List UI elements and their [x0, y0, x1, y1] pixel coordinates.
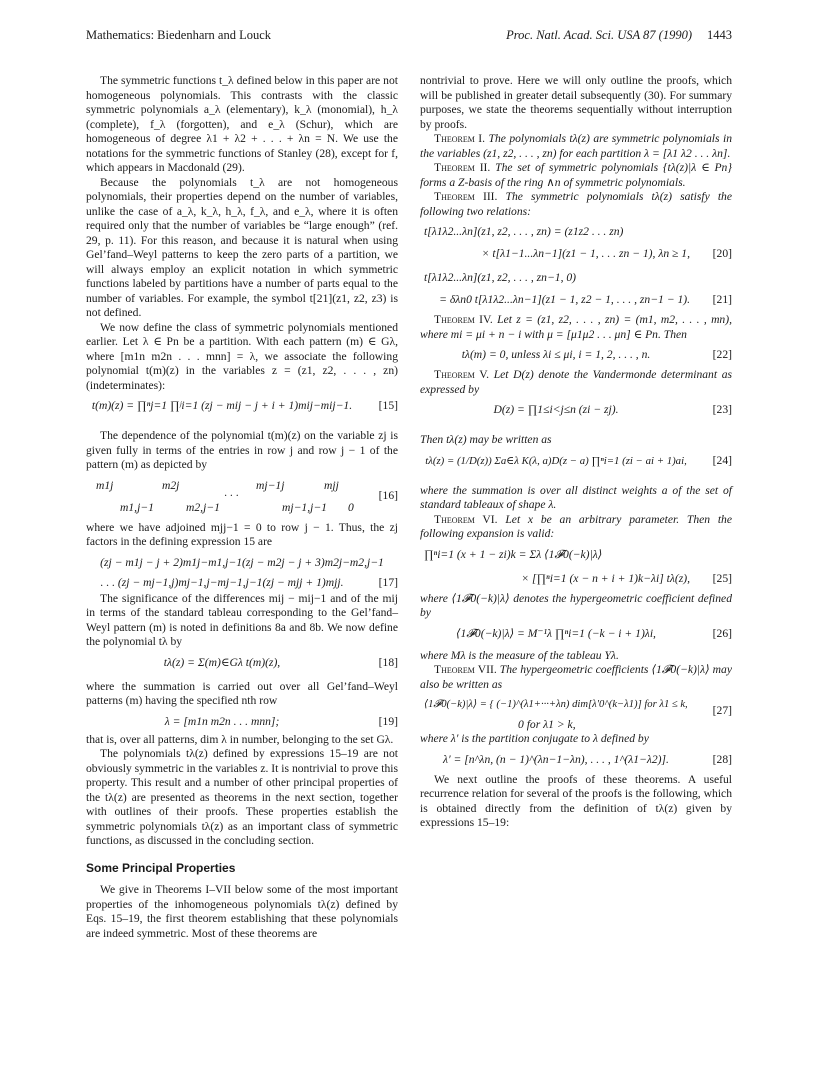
equation-18 [86, 650, 398, 680]
pattern-diagram [86, 473, 398, 521]
pattern-entry: mjj [324, 478, 339, 492]
equation-body: tλ(z) = Σ(m)∈Gλ t(m)(z), [163, 655, 281, 669]
equation-number: [21] [712, 293, 732, 306]
theorem-statement: The set of symmetric polynomials {tλ(z)|λ ∈ Pn} forms a Z-basis of the ring ∧n of symmetric polynomials. [420, 161, 732, 189]
equation-number: [16] [378, 488, 398, 502]
equation-number: [17] [378, 575, 398, 589]
paragraph: nontrivial to prove. Here we will only outline the proofs, which will be published in greater detail subsequently (30). For summary purposes, we state the theorems sequentially without interruption by proofs. [420, 74, 732, 131]
theorem-statement: Let D(z) denote the Vandermonde determinant as expressed by [420, 368, 733, 396]
equation-body: (zj − m1j − j + 2)m1j−m1,j−1(zj − m2j − j + 3)m2j−m2,j−1 [100, 555, 384, 569]
theorem-label: Theorem VI. [434, 512, 498, 526]
paragraph: where Mλ is the measure of the tableau Yλ. [420, 648, 619, 662]
equation-number: [18] [378, 655, 398, 669]
left-column [86, 74, 398, 941]
theorem-3 [420, 190, 732, 219]
equation-body: ∏ⁿi=1 (x + 1 − zi)k = Σλ ⟨1𝓕0(−k)|λ⟩ [424, 547, 603, 561]
theorem-label: Theorem I. [434, 132, 486, 145]
pattern-entry: m2j [162, 478, 180, 492]
pattern-entry: m1j [96, 478, 114, 492]
equation-body: t(m)(z) = ∏ⁿj=1 ∏ʲi=1 (zj − mij − j + i + 1)mij−mij−1. [91, 399, 353, 412]
section-heading: Some Principal Properties [86, 860, 236, 875]
equation-27b [420, 712, 732, 732]
theorem-statement: Let z = (z1, z2, . . . , zn) = (m1, m2, . . . , mn), where mi = μi + n − i with μ = [μ1μ2 . . . μn] ∈ Pn. Then [420, 313, 732, 341]
equation-body: tλ(z) = (1/D(z)) Σa∈λ K(λ, a)D(z − a) ∏ⁿi=1 (zi − ai + 1)ai, [425, 454, 687, 467]
theorem-statement: Let x be an arbitrary parameter. Then the following expansion is valid: [420, 512, 732, 540]
equation-body: . . . (zj − mj−1,j)mj−1,j−mj−1,j−1(zj − mjj + 1)mjj. [100, 575, 344, 589]
equation-17a [86, 550, 398, 570]
equation-15 [86, 393, 398, 429]
theorem-7 [420, 663, 732, 692]
equation-body: ⟨1𝓕0(−k)|λ⟩ = M⁻¹λ ∏ⁿi=1 (−k − i + 1)λi, [456, 626, 656, 640]
equation-body: × t[λ1−1...λn−1](z1 − 1, . . . zn − 1), λn ≥ 1, [481, 247, 690, 260]
theorem-5 [420, 368, 732, 397]
paragraph: We now define the class of symmetric polynomials mentioned earlier. Let λ ∈ Pn be a partition. With each pattern (m) ∈ Gλ, where [m1n m2n . . . mnn] = λ, we associate the following polynomial t(m)(z) in the variables z = (z1, z2, . . . , zn) (indeterminates): [86, 320, 398, 392]
paragraph: Then tλ(z) may be written as [420, 433, 552, 446]
equation-25b [420, 566, 732, 592]
page-number: 1443 [707, 28, 732, 42]
equation-number: [20] [712, 247, 732, 260]
pattern-entry: m1,j−1 [120, 500, 154, 514]
paragraph: The polynomials tλ(z) defined by expressions 15–19 are not obviously symmetric in the variables z. It is nontrivial to prove this property. This result and a number of other principal properties of the tλ(z) are presented as theorems in the next section, together with outlines of their proofs. These properties establish the symmetric polynomials tλ(z) as an important class of symmetric functions, as discussed in the concluding section. [86, 747, 398, 847]
pattern-entry: mj−1,j−1 [282, 500, 327, 514]
equation-body: λ = [m1n m2n . . . mnn]; [164, 714, 280, 728]
equation-number: [24] [712, 453, 732, 467]
theorem-4 [420, 313, 732, 342]
equation-21a [420, 265, 732, 287]
equation-body: D(z) = ∏1≤i<j≤n (zi − zj). [493, 403, 619, 416]
equation-28 [420, 747, 732, 773]
theorem-6 [420, 513, 732, 542]
equation-body: × [∏ⁿi=1 (x − n + i + 1)k−λi] tλ(z), [521, 571, 690, 585]
paragraph: where we have adjoined mjj−1 = 0 to row j − 1. Thus, the zj factors in the defining expression 15 are [86, 520, 398, 548]
equation-19 [86, 709, 398, 733]
equation-number: [22] [712, 348, 732, 361]
theorem-label: Theorem IV. [434, 313, 493, 326]
equation-25a [420, 542, 732, 566]
paragraph: that is, over all patterns, dim λ in number, belonging to the set Gλ. [86, 732, 394, 746]
paragraph: where the summation is carried out over all Gel’fand–Weyl patterns (m) having the specified nth row [86, 679, 398, 707]
running-header [86, 28, 732, 48]
equation-body: 0 for λ1 > k, [518, 718, 576, 731]
theorem-label: Theorem III. [434, 190, 498, 203]
equation-22 [420, 342, 732, 368]
theorem-label: Theorem VII. [434, 663, 497, 676]
equation-20a [420, 219, 732, 241]
equation-17b [86, 570, 398, 592]
paragraph: We give in Theorems I–VII below some of the most important properties of the inhomogeneous polynomials tλ(z) defined by Eqs. 15–19, the first theorem establishing that these polynomials are indeed symmetric. Most of these theorems are [86, 883, 398, 940]
equation-body: = δλn0 t[λ1λ2...λn−1](z1 − 1, z2 − 1, . . . , zn−1 − 1). [439, 293, 690, 306]
paragraph: The symmetric functions t_λ defined below in this paper are not homogeneous polynomials. This contrasts with the classic symmetric polynomials a_λ (elementary), k_λ (monomial), h_λ (complete), f_λ (forgotten), and e_λ (Schur), which are homogeneous of degree λ1 + λ2 + . . . + λn = N. We use the notations for the symmetric functions of Stanley (28), except for f, which appears in Macdonald (29). [86, 74, 398, 174]
equation-23 [420, 397, 732, 433]
equation-number: [28] [712, 752, 732, 766]
theorem-label: Theorem V. [434, 368, 490, 381]
equation-number: [19] [378, 714, 398, 728]
paragraph: The significance of the differences mij − mij−1 and of the mij in terms of the standard tableau corresponding to the Gel’fand–Weyl pattern (m) is noted in definitions 8a and 8b. We now define the polynomial tλ by [86, 591, 398, 648]
equation-body: λ′ = [n^λn, (n − 1)^(λn−1−λn), . . . , 1^(λ1−λ2)]. [443, 752, 669, 766]
pattern-entry: mj−1j [256, 478, 285, 492]
paragraph: The dependence of the polynomial t(m)(z) on the variable zj is given fully in terms of the entries in row j and row j − 1 of the pattern (m) as depicted by [86, 429, 398, 471]
equation-number: [27] [712, 704, 732, 717]
pattern-entry: 0 [348, 500, 354, 514]
equation-number: [25] [712, 571, 732, 585]
equation-number: [23] [712, 403, 732, 416]
equation-20b [420, 241, 732, 265]
theorem-2 [420, 161, 732, 190]
equation-27a [420, 692, 732, 717]
equation-number: [15] [378, 399, 398, 412]
paragraph: We next outline the proofs of these theorems. A useful recurrence relation for several of the proofs is the following, which is obtained directly from the definition of tλ(z) given by expressions 15–19: [420, 772, 732, 829]
theorem-statement: The hypergeometric coefficients ⟨1𝓕0(−k)|λ⟩ may also be written as [420, 663, 732, 691]
paragraph: where λ′ is the partition conjugate to λ defined by [420, 732, 649, 745]
equation-24 [420, 448, 732, 484]
paragraph: where ⟨1𝓕0(−k)|λ⟩ denotes the hypergeometric coefficient defined by [420, 591, 732, 619]
equation-body: t[λ1λ2...λn](z1, z2, . . . , zn) = (z1z2 . . . zn) [424, 225, 624, 238]
theorem-1 [420, 132, 732, 161]
theorem-statement: The symmetric polynomials tλ(z) satisfy the following two relations: [420, 190, 732, 218]
theorem-statement: The polynomials tλ(z) are symmetric polynomials in the variables (z1, z2, . . . , zn) for each partition λ = [λ1 λ2 . . . λn]. [420, 132, 732, 160]
pattern-ellipsis: · · · [224, 488, 239, 502]
equation-number: [26] [712, 626, 732, 640]
equation-body: ⟨1𝓕0(−k)|λ⟩ = { (−1)^(λ1+···+λn) dim[λ′0^(k−λ1)] for λ1 ≤ k, [424, 699, 688, 710]
paragraph: Because the polynomials t_λ are not homogeneous polynomials, their properties depend on the number of variables, unlike the case of a_λ, k_λ, h_λ, f_λ, and e_λ, where it is often required only that the number of variables be “large enough” (ref. 29, p. 11). For this reason, and because it is natural when using Gel’fand–Weyl patterns to keep the zero parts of a partition, we will always employ an explicit notation in which symmetric functions labeled by partitions have a number of parts equal to the number of variables. For example, the symbol t[21](z1, z2, z3) is not defined. [86, 175, 398, 319]
equation-26 [420, 621, 732, 649]
equation-body: t[λ1λ2...λn](z1, z2, . . . , zn−1, 0) [424, 271, 577, 284]
right-column [420, 74, 732, 831]
journal-citation: Proc. Natl. Acad. Sci. USA 87 (1990) [506, 28, 692, 42]
paragraph: where the summation is over all distinct weights a of the set of standard tableaux of shape λ. [420, 483, 732, 511]
header-left: Mathematics: Biedenharn and Louck [86, 28, 272, 42]
equation-21b [420, 287, 732, 313]
pattern-entry: m2,j−1 [186, 500, 220, 514]
theorem-label: Theorem II. [434, 161, 491, 174]
equation-body: tλ(m) = 0, unless λi ≤ μi, i = 1, 2, . . . , n. [461, 348, 651, 361]
